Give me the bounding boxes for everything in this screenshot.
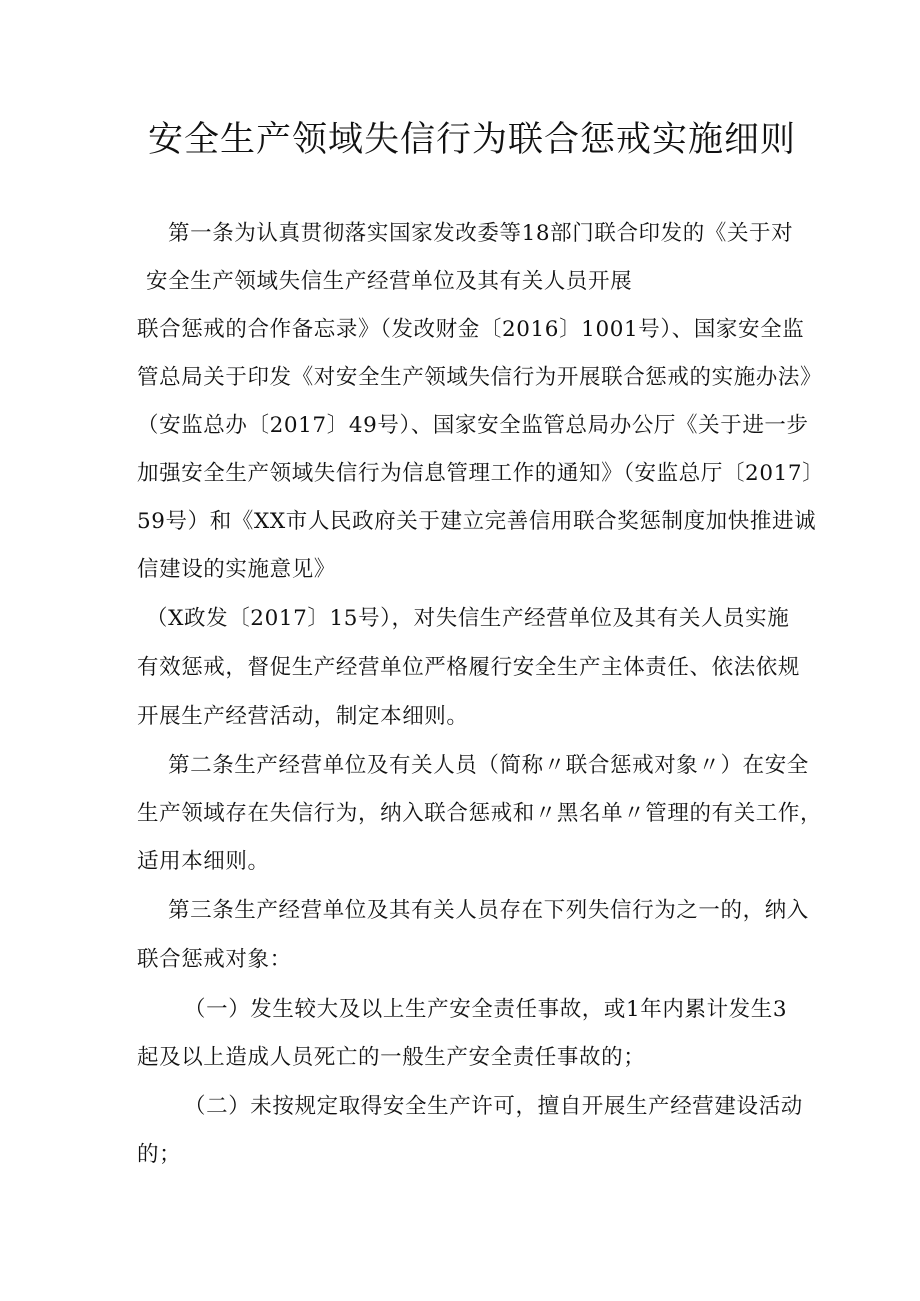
body-line: 59号）和《XX市人民政府关于建立完善信用联合奖惩制度加快推进诚 <box>137 509 817 534</box>
body-line: 生产领域存在失信行为，纳入联合惩戒和〃黑名单〃管理的有关工作， <box>137 801 823 826</box>
body-line: 的； <box>137 1142 182 1167</box>
body-line: 联合惩戒对象： <box>137 947 292 972</box>
body-line: 管总局关于印发《对安全生产领域失信行为开展联合惩戒的实施办法》 <box>137 365 823 390</box>
body-line: （X政发〔2017〕15号），对失信生产经营单位及其有关人员实施 <box>146 606 790 631</box>
body-line: （一）发生较大及以上生产安全责任事故，或1年内累计发生3 <box>184 997 788 1022</box>
body-line: （二）未按规定取得安全生产许可，擅自开展生产经营建设活动 <box>184 1094 803 1119</box>
body-line: 第三条生产经营单位及其有关人员存在下列失信行为之一的，纳入 <box>168 898 809 923</box>
body-line: 适用本细则。 <box>137 849 270 874</box>
body-line: 加强安全生产领域失信行为信息管理工作的通知》（安监总厅〔2017〕 <box>137 461 825 486</box>
body-line: 第一条为认真贯彻落实国家发改委等18部门联合印发的《关于对 <box>168 221 794 246</box>
body-line: 有效惩戒，督促生产经营单位严格履行安全生产主体责任、依法依规 <box>137 655 801 680</box>
document-title: 安全生产领域失信行为联合惩戒实施细则 <box>148 120 797 160</box>
body-line: （安监总办〔2017〕49号）、国家安全监管总局办公厅《关于进一步 <box>137 413 809 438</box>
body-line: 第二条生产经营单位及有关人员（简称〃联合惩戒对象〃）在安全 <box>168 753 809 778</box>
body-line: 信建设的实施意见》 <box>137 557 336 582</box>
body-line: 联合惩戒的合作备忘录》（发改财金〔2016〕1001号）、国家安全监 <box>137 317 805 342</box>
body-line: 开展生产经营活动，制定本细则。 <box>137 704 469 729</box>
body-line: 安全生产领域失信生产经营单位及其有关人员开展 <box>146 269 633 294</box>
body-line: 起及以上造成人员死亡的一般生产安全责任事故的； <box>137 1045 646 1070</box>
